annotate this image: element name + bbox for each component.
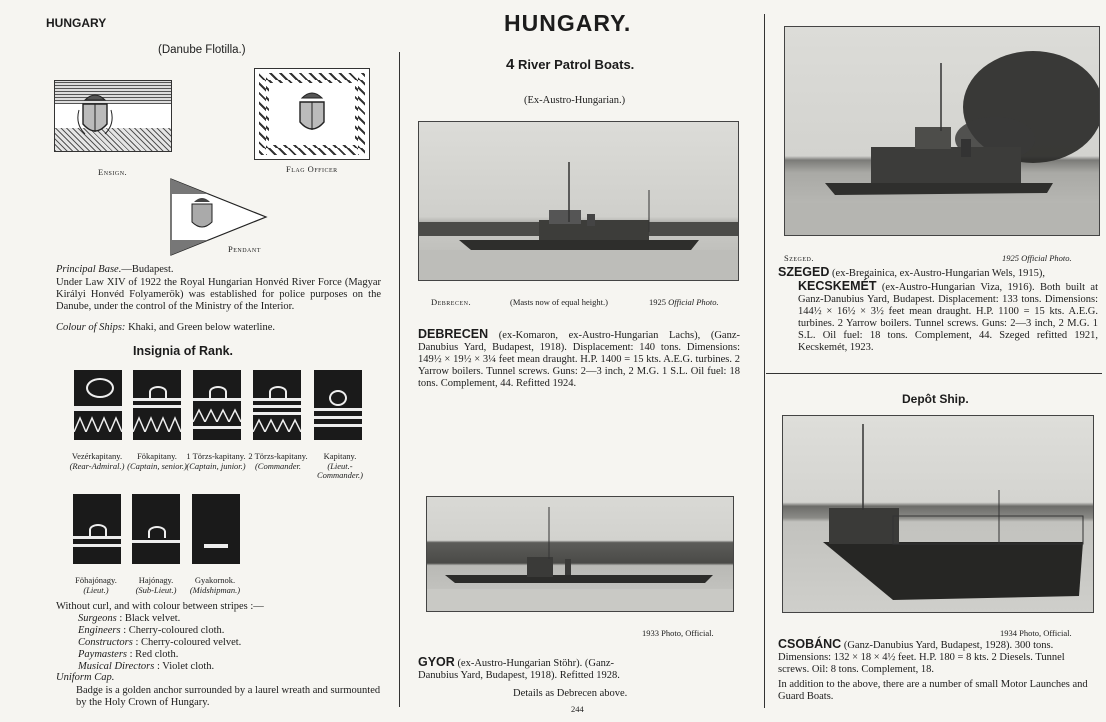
without-curl-text: Without curl, and with colour between stripes :—	[56, 601, 264, 612]
csobanc-description	[778, 638, 1098, 676]
list-item	[78, 625, 378, 637]
ship-details: (ex-Austro-Hungarian Stöhr). (Ganz-Danubius Yard, Budapest, 1918). Refitted 1928.	[418, 658, 620, 681]
ship-name: CSOBÁNC	[778, 637, 842, 651]
photo-caption-ship: Szeged.	[784, 253, 815, 263]
boat-count: 4	[506, 56, 515, 73]
river-boat-illustration	[783, 416, 1093, 612]
branch-colour: : Cherry-coloured velvet.	[132, 637, 242, 648]
ship-details: (ex-Komaron, ex-Austro-Hungarian Lachs), (Ganz-Danubius Yard, Budapest, 1918). Displacement: 140 tons. Dimensions: 149½ × 19½ × 3¼ feet mean draught. H.P. 1400 = 15 kts. A.E.G. turbines. 2 Yarrow boilers. Tunnel screws. Guns: 2—3 inch, 2 M.G. 1 S.L. Oil fuel: 18 tons. Complement, 44. Refitted 1924.	[418, 330, 740, 389]
depot-ship-title: Depôt Ship.	[902, 392, 969, 406]
branch-name: Paymasters	[78, 649, 127, 660]
pendant-label: Pendant	[228, 244, 261, 254]
uniform-cap-text: Badge is a golden anchor surrounded by a laurel wreath and surmounted by the Holy Crown of Hungary.	[76, 685, 381, 708]
branch-colour: : Black velvet.	[116, 613, 181, 624]
branch-name: Constructors	[78, 637, 133, 648]
rank-caption	[308, 452, 372, 481]
list-item	[78, 637, 378, 649]
ensign-label: Ensign.	[98, 167, 128, 177]
rank-caption	[64, 576, 128, 595]
branch-name: Musical Directors	[78, 661, 155, 672]
coat-of-arms-icon	[75, 90, 115, 142]
flag-officer-label: Flag Officer	[286, 164, 338, 174]
photo-caption-credit	[649, 297, 719, 307]
branch-name: Surgeons	[78, 613, 117, 624]
insignia-commander	[253, 370, 301, 440]
gyor-description	[418, 656, 648, 682]
branch-colour: : Red cloth.	[127, 649, 179, 660]
ship-name: DEBRECEN	[418, 327, 489, 341]
rank-equivalent: (Lieut.)	[83, 584, 109, 595]
flag-officer-flag	[254, 68, 370, 160]
photo-year: 1925	[649, 297, 666, 307]
ship-name: KECSKEMÉT	[798, 279, 877, 293]
rank-equivalent: (Lieut.-Commander.)	[316, 460, 364, 480]
flotilla-title: (Danube Flotilla.)	[158, 44, 246, 56]
branch-name: Engineers	[78, 625, 121, 636]
page-number: 244	[571, 704, 584, 714]
szeged-photo	[784, 26, 1100, 236]
colour-list	[78, 613, 378, 673]
rank-name: 2 Törzs-kapitany.	[248, 451, 308, 461]
principal-base-label: Principal Base.	[56, 264, 122, 275]
insignia-captain-junior	[193, 370, 241, 440]
insignia-sub-lieut	[132, 494, 180, 564]
ship-name: SZEGED	[778, 265, 830, 279]
addition-text: In addition to the above, there are a number of small Motor Launches and Guard Boats.	[778, 679, 1088, 702]
river-boat-illustration	[785, 27, 1099, 235]
details-note: Details as Debrecen above.	[513, 688, 628, 699]
insignia-title: Insignia of Rank.	[133, 344, 234, 358]
rank-caption	[176, 452, 256, 471]
corner-title: HUNGARY	[46, 16, 107, 30]
column-divider-right	[764, 14, 765, 708]
uniform-cap-label: Uniform Cap.	[56, 672, 115, 683]
branch-colour: : Violet cloth.	[154, 661, 215, 672]
rank-caption	[248, 452, 308, 471]
rank-name: Fökapitany.	[137, 451, 177, 461]
insignia-lieut	[73, 494, 121, 564]
rank-equivalent: (Rear-Admiral.)	[69, 460, 125, 471]
ship-details: (ex-Bregainica, ex-Austro-Hungarian Wels, 1915),	[829, 268, 1046, 279]
rank-caption	[124, 576, 188, 595]
colour-label: Colour of Ships:	[56, 322, 126, 333]
rank-equivalent: (Commander.	[254, 460, 302, 471]
section-subtitle	[506, 56, 634, 73]
page-title: HUNGARY.	[504, 10, 632, 36]
photo-caption-ship: Debrecen.	[431, 297, 472, 307]
insignia-rear-admiral	[74, 370, 122, 440]
river-boat-illustration	[419, 122, 738, 280]
list-item	[78, 649, 378, 661]
river-boat-illustration	[427, 497, 733, 611]
rank-name: Föhajónagy.	[75, 575, 117, 585]
photo-caption-credit: 1933 Photo, Official.	[642, 628, 714, 638]
rank-name: Kapitany.	[323, 451, 357, 461]
csobanc-photo	[782, 415, 1094, 613]
ensign-flag	[54, 80, 172, 152]
szeged-description	[778, 266, 1098, 280]
rank-equivalent: (Sub-Lieut.)	[135, 584, 177, 595]
rank-caption	[180, 576, 250, 595]
branch-colour: : Cherry-coloured cloth.	[120, 625, 225, 636]
list-item	[78, 661, 378, 673]
ship-details: (ex-Austro-Hungarian Viza, 1916). Both built at Ganz-Danubius Yard, Budapest. Displacement: 133 tons. Dimensions: 144½ × 16½ × 3½ feet mean draught. H.P. 1100 = 15 kts. A.E.G. turbines. 2 Yarrow boilers. Tunnel screws. Guns: 2—3 inch, 2 M.G. 1 S.L. Oil fuel: 18 tons. Complement, 44. Szeged refitted 1921, Kecskemét, 1923.	[798, 282, 1098, 353]
section-divider-right	[766, 373, 1102, 374]
rank-equivalent: (Captain, senior.)	[127, 460, 187, 471]
principal-base-value: —Budapest.	[121, 264, 174, 275]
coat-of-arms-icon	[292, 88, 332, 138]
photo-caption-credit: 1934 Photo, Official.	[1000, 628, 1072, 638]
colour-of-ships	[56, 322, 386, 334]
debrecen-description	[418, 328, 740, 390]
rank-caption	[62, 452, 132, 471]
insignia-captain-senior	[133, 370, 181, 440]
photo-caption-credit: 1925 Official Photo.	[1002, 253, 1072, 263]
rank-name: 1 Törzs-kapitany.	[186, 451, 246, 461]
rank-equivalent: (Midshipman.)	[189, 584, 241, 595]
rank-name: Hajónagy.	[138, 575, 174, 585]
kecskemet-description	[798, 280, 1098, 354]
photo-credit: Official Photo.	[668, 297, 719, 307]
rank-equivalent: (Captain, junior.)	[186, 460, 246, 471]
column-divider-left	[399, 52, 400, 707]
insignia-midshipman	[192, 494, 240, 564]
photo-caption-note: (Masts now of equal height.)	[510, 297, 608, 307]
rank-name: Gyakornok.	[194, 575, 236, 585]
debrecen-photo	[418, 121, 739, 281]
gyor-photo	[426, 496, 734, 612]
insignia-lieut-commander	[314, 370, 362, 440]
ex-note: (Ex-Austro-Hungarian.)	[524, 95, 626, 106]
rank-name: Vezérkapitany.	[71, 451, 123, 461]
subtitle-text: River Patrol Boats.	[517, 57, 635, 72]
list-item	[78, 613, 378, 625]
ship-details: (Ganz-Danubius Yard, Budapest, 1928). 300 tons. Dimensions: 132 × 18 × 4½ feet. H.P. 180 = 8 kts. 2 Diesels. Tunnel screws. Oil: 8 tons. Complement, 18.	[778, 640, 1065, 675]
ship-name: GYOR	[418, 655, 455, 669]
colour-value: Khaki, and Green below waterline.	[125, 322, 276, 333]
law-text: Under Law XIV of 1922 the Royal Hungarian Honvéd River Force (Magyar Királyi Honvéd Folyamerök) was established for police purposes on the Danube, under the control of the Ministry of the Interior.	[56, 277, 381, 312]
principal-base	[56, 264, 386, 276]
